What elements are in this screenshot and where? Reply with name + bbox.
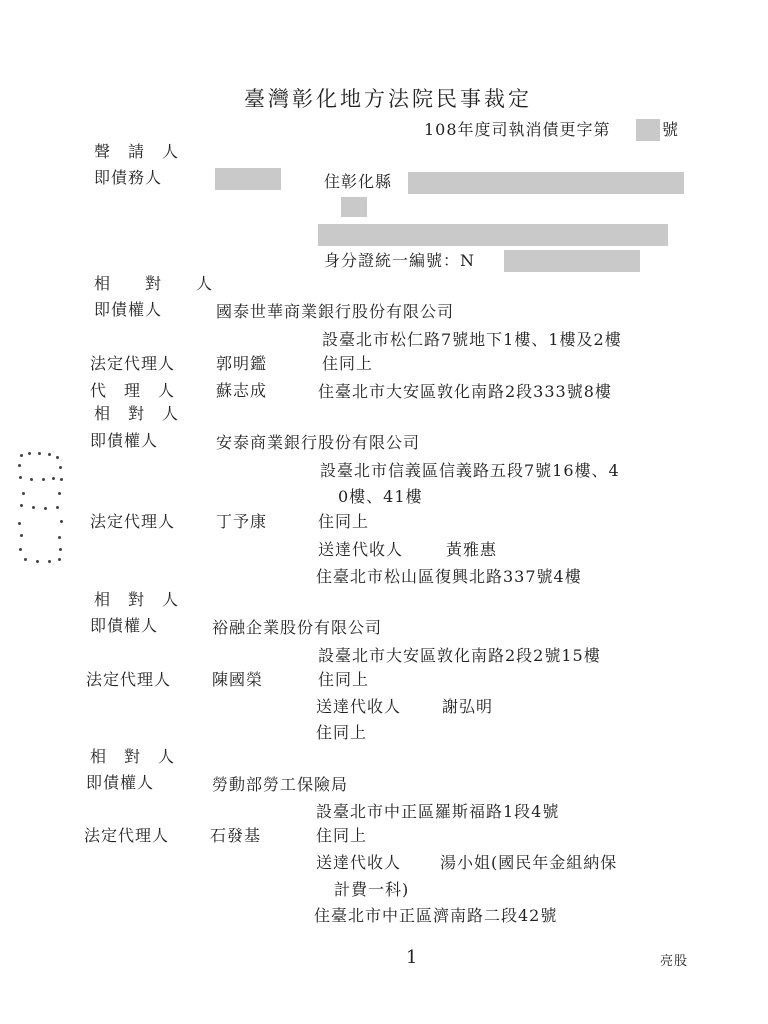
binding-holes-decoration (18, 452, 66, 564)
party2-recv-label: 送達代收人 (318, 540, 404, 559)
party2-creditor-label: 即債權人 (90, 431, 159, 450)
redacted-case-number (636, 119, 660, 141)
party3-role-label: 相 對 人 (94, 590, 180, 609)
party3-rep-label: 法定代理人 (86, 670, 172, 689)
party1-agent-address: 住臺北市大安區敦化南路2段333號8樓 (318, 382, 612, 401)
party3-recv-address: 住同上 (316, 723, 368, 742)
party4-recv-label: 送達代收人 (316, 853, 402, 872)
party2-rep-address: 住同上 (318, 512, 370, 531)
party4-address: 設臺北市中正區羅斯福路1段4號 (316, 802, 560, 821)
redacted-address-line-3 (318, 224, 668, 246)
party1-creditor-label: 即債權人 (94, 300, 163, 319)
party1-name: 國泰世華商業銀行股份有限公司 (216, 302, 455, 321)
party3-creditor-label: 即債權人 (90, 616, 159, 635)
party4-recv-address: 住臺北市中正區濟南路二段42號 (314, 906, 558, 925)
case-number-suffix: 號 (662, 120, 680, 139)
party4-name: 勞動部勞工保險局 (212, 775, 349, 794)
case-number: 108年度司執消債更字第 (424, 120, 611, 139)
party3-rep-address: 住同上 (318, 670, 370, 689)
party1-rep-name: 郭明鑑 (216, 354, 268, 373)
party3-recv-label: 送達代收人 (316, 697, 402, 716)
party3-recv-name: 謝弘明 (442, 697, 494, 716)
party1-agent-label: 代 理 人 (90, 381, 176, 400)
party2-name: 安泰商業銀行股份有限公司 (216, 433, 421, 452)
party2-recv-name: 黃雅惠 (446, 540, 498, 559)
id-number-label: 身分證統一編號：N (324, 251, 476, 270)
party4-rep-address: 住同上 (316, 826, 368, 845)
party4-rep-name: 石發基 (210, 826, 262, 845)
party1-rep-address: 住同上 (322, 354, 374, 373)
party1-rep-label: 法定代理人 (90, 354, 176, 373)
document-title: 臺灣彰化地方法院民事裁定 (244, 87, 532, 111)
party2-recv-address: 住臺北市松山區復興北路337號4樓 (316, 567, 582, 586)
redacted-applicant-name (215, 168, 281, 190)
debtor-role-label: 即債務人 (94, 168, 163, 187)
party2-rep-name: 丁予康 (216, 512, 268, 531)
page-number: 1 (406, 947, 419, 968)
applicant-role-label: 聲 請 人 (94, 142, 180, 161)
footer-mark: 亮股 (660, 954, 689, 969)
redacted-id-number (504, 250, 640, 272)
party2-role-label: 相 對 人 (94, 404, 180, 423)
party4-creditor-label: 即債權人 (86, 773, 155, 792)
party4-rep-label: 法定代理人 (84, 826, 170, 845)
party2-address-line-1: 設臺北市信義區信義路五段7號16樓、4 (320, 461, 620, 480)
party3-address: 設臺北市大安區敦化南路2段2號15樓 (318, 646, 601, 665)
party4-role-label: 相 對 人 (90, 747, 176, 766)
applicant-address-prefix: 住彰化縣 (324, 172, 393, 191)
party2-address-line-2: 0樓、41樓 (338, 487, 423, 506)
party1-role-label: 相 對 人 (94, 274, 214, 293)
party3-name: 裕融企業股份有限公司 (212, 618, 383, 637)
party2-rep-label: 法定代理人 (90, 512, 176, 531)
party1-address: 設臺北市松仁路7號地下1樓、1樓及2樓 (322, 330, 622, 349)
redacted-address-line-1 (408, 172, 684, 194)
party1-agent-name: 蘇志成 (216, 381, 268, 400)
party4-recv-name-line-1: 湯小姐(國民年金組納保 (440, 853, 618, 872)
redacted-address-line-2 (341, 197, 367, 217)
party4-recv-name-line-2: 計費一科) (334, 880, 410, 899)
party3-rep-name: 陳國榮 (212, 670, 264, 689)
